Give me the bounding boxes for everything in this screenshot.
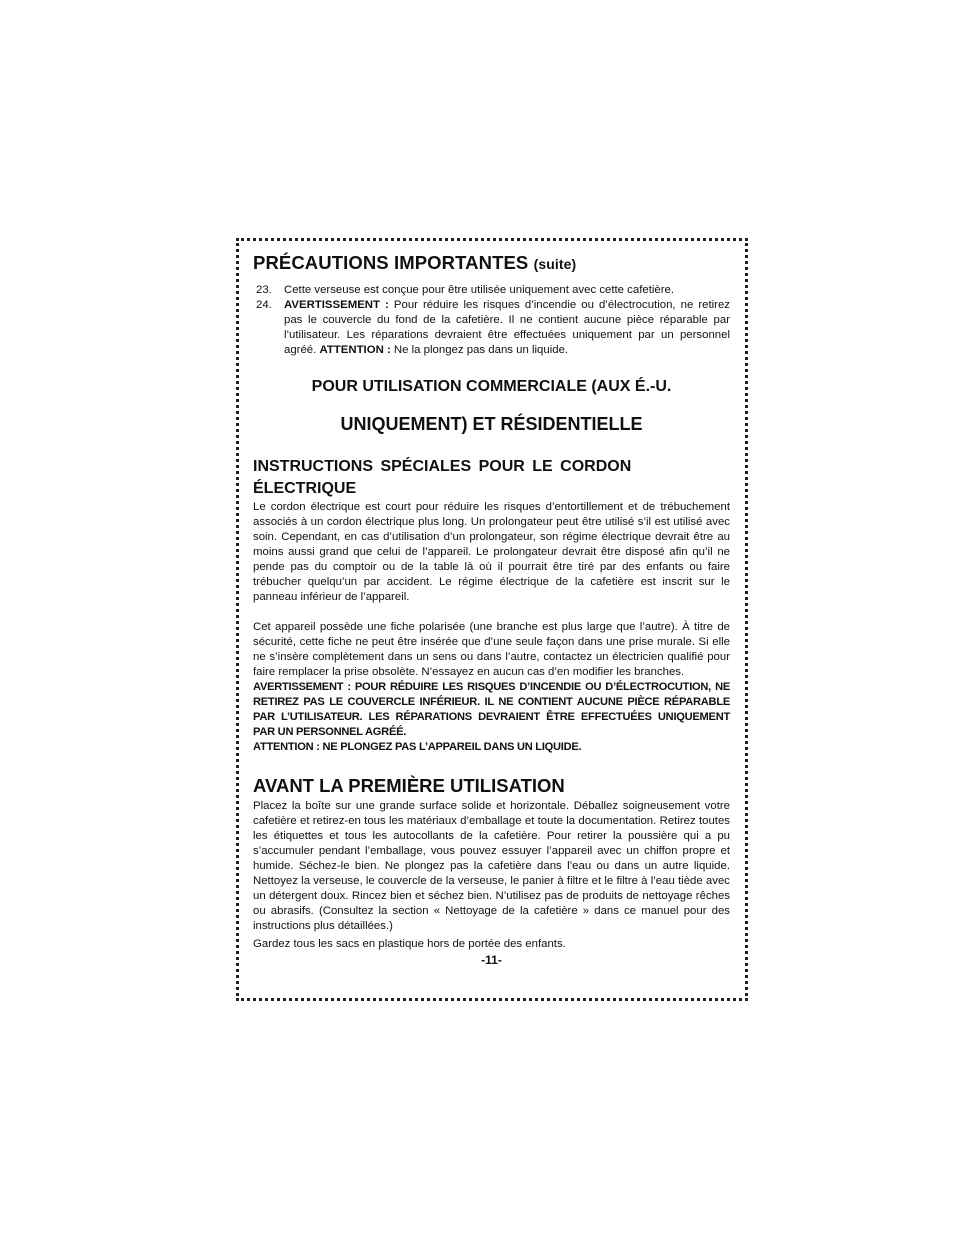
cord-attention: ATTENTION : NE PLONGEZ PAS L’APPAREIL DANS UN LIQUIDE. [253,741,582,753]
item-text: Pour réduire les risques d’incendie ou d’électrocution, ne retirez pas le couvercle du fond de la cafetière. Il ne contient aucune pièce réparable par l’utilisateur. Les réparations devraient être effectuées uniquement par un personnel agréé. [284,299,730,356]
item-text: Cette verseuse est conçue pour être utilisée uniquement avec cette cafetière. [284,284,675,296]
first-use-paragraph-1: Placez la boîte sur une grande surface solide et horizontale. Déballez soigneusement votre cafetière et retirez-en tous les matériaux d’emballage et toute la documentation. Retirez toutes les étiquettes et tous les autocollants de la cafetière. Pour retirer la poussière qui a pu s’accumuler pendant l’emballage, vous pouvez essuyer l’appareil avec un chiffon propre et humide. Séchez-le bien. Ne plongez pas la cafetière dans l’eau ou dans un autre liquide. Nettoyez la verseuse, le couvercle de la verseuse, le panier à filtre et le filtre à l’eau tiède avec un détergent doux. Rincez bien et séchez bien. N’utilisez pas de produits de nettoyage rêches ou abrasifs. (Consultez la section « Nettoyage de la cafetière » dans ce manuel pour des instructions plus détaillées.) [253,800,730,932]
commercial-heading-line1: POUR UTILISATION COMMERCIALE (AUX É.-U. [311,378,672,395]
list-item-text [284,283,730,298]
item-warning-label: AVERTISSEMENT : [284,299,389,311]
heading-suffix: (suite) [533,256,577,272]
cord-warning: AVERTISSEMENT : POUR RÉDUIRE LES RISQUES D’INCENDIE OU D’ÉLECTROCUTION, NE RETIREZ PAS LE COUVERCLE INFÉRIEUR. IL NE CONTIENT AUCUNE PIÈCE RÉPARABLE PAR L’UTILISATEUR. LES RÉPARATIONS DEVRAIENT ÊTRE EFFECTUÉES UNIQUEMENT PAR UN PERSONNEL AGRÉÉ. [253,681,730,738]
page-content [253,250,730,967]
first-use-paragraph-2: Gardez tous les sacs en plastique hors de portée des enfants. [253,938,566,950]
list-item-number: 23. [256,284,272,296]
first-use-heading: AVANT LA PREMIÈRE UTILISATION [253,775,565,796]
list-item-text [284,298,730,358]
section-heading-precautions [253,250,730,277]
page-number: -11- [481,953,502,967]
precautions-list [253,283,730,358]
item-text-2: Ne la plongez pas dans un liquide. [390,344,569,356]
list-item-number: 24. [256,299,272,311]
cord-section-heading: INSTRUCTIONS SPÉCIALES POUR LE CORDON ÉLECTRIQUE [253,458,632,497]
item-attention-label: ATTENTION : [319,344,391,356]
list-item [253,283,730,298]
list-item [253,298,730,358]
cord-paragraph-1: Le cordon électrique est court pour réduire les risques d’entortillement et de trébuchement associés à un cordon électrique plus long. Un prolongateur peut être utilisé s’il est utilisé avec soin. Cependant, en cas d’utilisation d’un prolongateur, son régime électrique devrait être au moins aussi grand que celui de l’appareil. Le prolongateur devrait être disposé afin qu’il ne pende pas du comptoir ou de la table là où il pourrait être tiré par des enfants ou faire trébucher quelqu’un par accident. Le régime électrique de la cafetière est inscrit sur le panneau inférieur de l’appareil. [253,501,730,603]
commercial-heading-line2: UNIQUEMENT) ET RÉSIDENTIELLE [340,414,643,434]
cord-paragraph-2: Cet appareil possède une fiche polarisée (une branche est plus large que l’autre). À titre de sécurité, cette fiche ne peut être insérée que d’une seule façon dans une prise murale. Si elle ne s’insère complètement dans un sens ou dans l’autre, contactez un électricien qualifié pour faire remplacer la prise obsolète. N’essayez en aucun cas d’en modifier les branches. [253,621,730,678]
heading-main-text: PRÉCAUTIONS IMPORTANTES [253,252,529,273]
